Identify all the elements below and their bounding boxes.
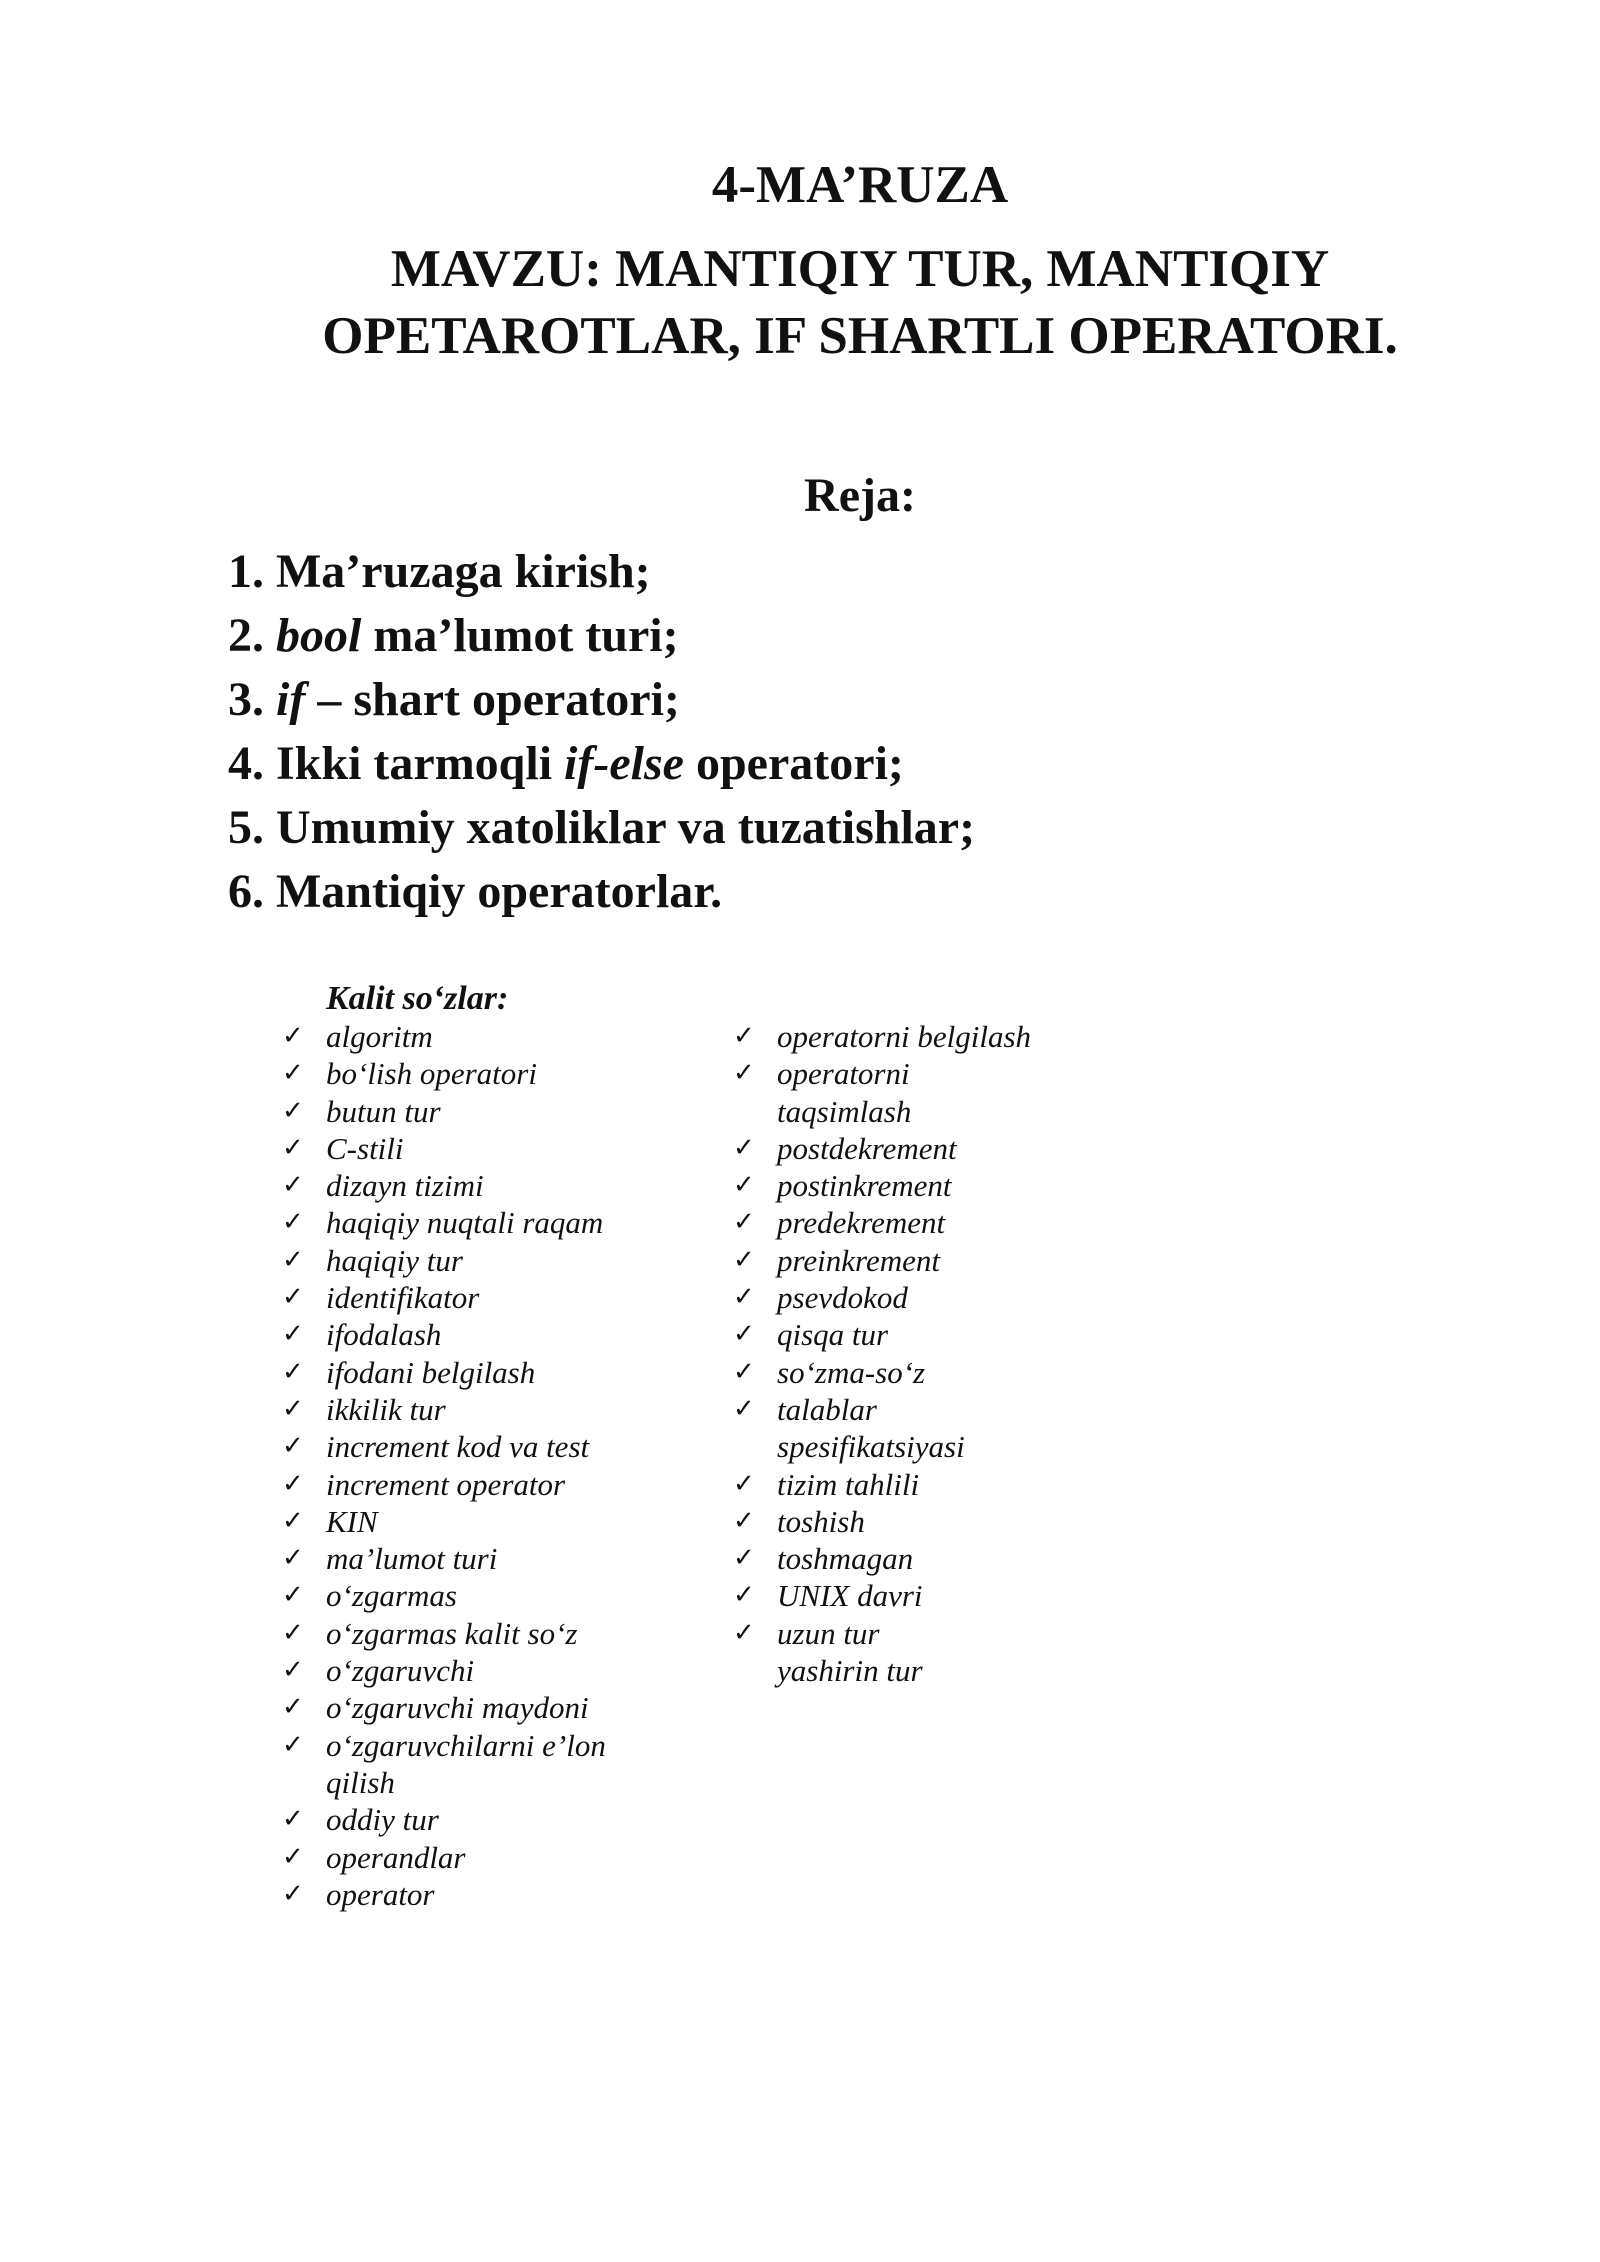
plan-item-text: – shart operatori;: [305, 673, 680, 726]
keyword-text: so‘zma-so‘z: [777, 1354, 926, 1390]
plan-item: [228, 860, 975, 924]
keyword-item: [282, 1018, 612, 1055]
keyword-item: [282, 1689, 612, 1726]
keyword-item: [282, 1615, 612, 1652]
checkmark-icon: ✓: [733, 1132, 755, 1163]
keywords-column-left: [282, 1018, 612, 1913]
checkmark-icon: ✓: [282, 1729, 304, 1760]
checkmark-icon: ✓: [733, 1282, 755, 1313]
checkmark-icon: ✓: [733, 1580, 755, 1611]
keyword-item: [282, 1204, 612, 1241]
checkmark-icon: ✓: [282, 1244, 304, 1275]
keyword-item: [282, 1839, 612, 1876]
keyword-item: [282, 1466, 612, 1503]
checkmark-icon: ✓: [282, 1170, 304, 1201]
plan-item-number: 4.: [228, 737, 276, 790]
keyword-item: [733, 1652, 1033, 1689]
checkmark-icon: ✓: [733, 1058, 755, 1089]
checkmark-icon: ✓: [733, 1319, 755, 1350]
keyword-item: [282, 1801, 612, 1838]
keyword-text: ifodani belgilash: [326, 1354, 536, 1390]
checkmark-icon: ✓: [282, 1580, 304, 1611]
keyword-text: algoritm: [326, 1019, 433, 1054]
keyword-item: [733, 1055, 1033, 1130]
keyword-text: oddiy tur: [326, 1802, 439, 1838]
keyword-text: operandlar: [326, 1839, 466, 1875]
keyword-item: [733, 1391, 1033, 1466]
plan-list: [228, 540, 975, 924]
keyword-text: psevdokod: [777, 1280, 908, 1316]
keyword-item: [733, 1577, 1033, 1614]
plan-item-code-term: if: [276, 673, 306, 726]
keyword-item: [733, 1354, 1033, 1391]
keyword-item: [282, 1727, 612, 1802]
checkmark-icon: ✓: [733, 1468, 755, 1499]
plan-item: [228, 796, 975, 860]
keyword-text: identifikator: [326, 1280, 480, 1316]
plan-item: [228, 668, 975, 732]
plan-item-text: Ma’ruzaga kirish;: [276, 545, 651, 598]
keyword-item: [733, 1204, 1033, 1241]
checkmark-icon: ✓: [282, 1021, 304, 1051]
keyword-text: KIN: [326, 1503, 378, 1539]
keyword-text: postinkrement: [777, 1168, 952, 1204]
keyword-item: [733, 1018, 1033, 1055]
keywords-title: Kalit so‘zlar:: [326, 980, 509, 1017]
keyword-item: [282, 1652, 612, 1689]
keyword-text: haqiqiy nuqtali raqam: [326, 1205, 604, 1241]
keyword-text: predekrement: [777, 1205, 946, 1241]
lecture-number-heading: 4-MA’RUZA: [711, 156, 1009, 214]
keyword-text: o‘zgaruvchi maydoni: [326, 1690, 589, 1726]
keyword-text: postdekrement: [777, 1130, 957, 1166]
keyword-text: ma’lumot turi: [326, 1541, 498, 1577]
keyword-item: [282, 1540, 612, 1577]
checkmark-icon: ✓: [282, 1655, 304, 1686]
checkmark-icon: ✓: [282, 1841, 304, 1872]
checkmark-icon: ✓: [282, 1058, 304, 1089]
topic-title: MAVZU: MANTIQIY TUR, MANTIQIY OPETAROTLAR, IF SHARTLI OPERATORI.: [322, 240, 1398, 365]
keyword-item: [282, 1167, 612, 1204]
plan-item-number: 3.: [228, 673, 276, 726]
keyword-item: [282, 1503, 612, 1540]
checkmark-icon: ✓: [733, 1207, 755, 1238]
checkmark-icon: ✓: [282, 1319, 304, 1350]
checkmark-icon: ✓: [282, 1692, 304, 1723]
plan-item-text: ma’lumot turi;: [361, 609, 679, 662]
keyword-item: [282, 1428, 612, 1465]
checkmark-icon: ✓: [282, 1543, 304, 1574]
checkmark-icon: ✓: [733, 1617, 755, 1648]
keyword-text: o‘zgaruvchilarni e’lon qilish: [326, 1727, 606, 1800]
keyword-item: [733, 1316, 1033, 1353]
keyword-item: [282, 1316, 612, 1353]
keyword-text: o‘zgaruvchi: [326, 1653, 475, 1689]
plan-item: [228, 732, 975, 796]
keyword-text: yashirin tur: [777, 1653, 923, 1689]
keyword-text: haqiqiy tur: [326, 1242, 463, 1278]
plan-item-number: 6.: [228, 865, 276, 918]
keyword-item: [733, 1503, 1033, 1540]
plan-item-number: 1.: [228, 545, 276, 598]
checkmark-icon: ✓: [733, 1505, 755, 1536]
keyword-text: operator: [326, 1876, 435, 1912]
checkmark-icon: ✓: [733, 1244, 755, 1275]
keyword-item: [733, 1242, 1033, 1279]
keyword-item: [733, 1540, 1033, 1577]
keyword-item: [282, 1242, 612, 1279]
checkmark-icon: ✓: [282, 1356, 304, 1387]
plan-heading: Reja:: [804, 469, 916, 522]
checkmark-icon: ✓: [282, 1207, 304, 1238]
checkmark-icon: ✓: [282, 1431, 304, 1462]
checkmark-icon: ✓: [282, 1505, 304, 1536]
keyword-item: [282, 1354, 612, 1391]
keyword-text: tizim tahlili: [777, 1466, 920, 1502]
keyword-text: operatorni belgilash: [777, 1019, 1032, 1054]
checkmark-icon: ✓: [282, 1617, 304, 1648]
keyword-item: [282, 1130, 612, 1167]
plan-item-text: operatori;: [683, 737, 904, 790]
checkmark-icon: ✓: [282, 1804, 304, 1835]
checkmark-icon: ✓: [733, 1170, 755, 1201]
checkmark-icon: ✓: [733, 1393, 755, 1424]
keyword-item: [282, 1055, 612, 1092]
keyword-text: UNIX davri: [777, 1578, 923, 1614]
keyword-item: [282, 1876, 612, 1913]
checkmark-icon: ✓: [733, 1543, 755, 1574]
plan-item-text: Umumiy xatoliklar va tuzatishlar;: [276, 801, 976, 854]
keyword-text: increment operator: [326, 1466, 566, 1502]
plan-item-number: 2.: [228, 609, 276, 662]
keyword-text: bo‘lish operatori: [326, 1056, 537, 1092]
keyword-text: o‘zgarmas: [326, 1578, 457, 1614]
plan-item: [228, 604, 975, 668]
keyword-text: butun tur: [326, 1093, 441, 1129]
keyword-text: ifodalash: [326, 1317, 442, 1353]
checkmark-icon: ✓: [733, 1356, 755, 1387]
keyword-text: o‘zgarmas kalit so‘z: [326, 1615, 578, 1651]
keyword-text: dizayn tizimi: [326, 1168, 484, 1204]
checkmark-icon: ✓: [282, 1393, 304, 1424]
keyword-text: talablar spesifikatsiyasi: [777, 1391, 965, 1465]
checkmark-icon: ✓: [282, 1878, 304, 1909]
keyword-item: [733, 1466, 1033, 1503]
keyword-text: ikkilik tur: [326, 1391, 446, 1427]
keyword-item: [282, 1391, 612, 1428]
keyword-item: [733, 1279, 1033, 1316]
checkmark-icon: ✓: [282, 1468, 304, 1499]
checkmark-icon: ✓: [282, 1095, 304, 1126]
checkmark-icon: ✓: [282, 1282, 304, 1313]
plan-item: [228, 540, 975, 604]
keyword-item: [733, 1615, 1033, 1652]
checkmark-icon: ✓: [733, 1021, 755, 1051]
keyword-text: uzun tur: [777, 1615, 880, 1651]
keyword-item: [282, 1279, 612, 1316]
keyword-item: [282, 1093, 612, 1130]
keyword-item: [733, 1130, 1033, 1167]
plan-item-number: 5.: [228, 801, 276, 854]
keyword-text: toshish: [777, 1503, 865, 1539]
keyword-item: [733, 1167, 1033, 1204]
keyword-text: qisqa tur: [777, 1317, 889, 1353]
keyword-text: preinkrement: [777, 1242, 940, 1278]
plan-item-code-term: bool: [276, 609, 362, 662]
keyword-text: operatorni taqsimlash: [777, 1056, 912, 1129]
keywords-column-right: [733, 1018, 1033, 1689]
plan-item-text-prefix: Ikki tarmoqli: [276, 737, 565, 790]
keyword-item: [282, 1577, 612, 1614]
keyword-text: increment kod va test: [326, 1429, 590, 1465]
keyword-text: C-stili: [326, 1130, 404, 1166]
plan-item-code-term: if-else: [564, 737, 684, 790]
checkmark-icon: ✓: [282, 1132, 304, 1163]
plan-item-text: Mantiqiy operatorlar.: [276, 865, 723, 918]
keyword-text: toshmagan: [777, 1541, 914, 1577]
